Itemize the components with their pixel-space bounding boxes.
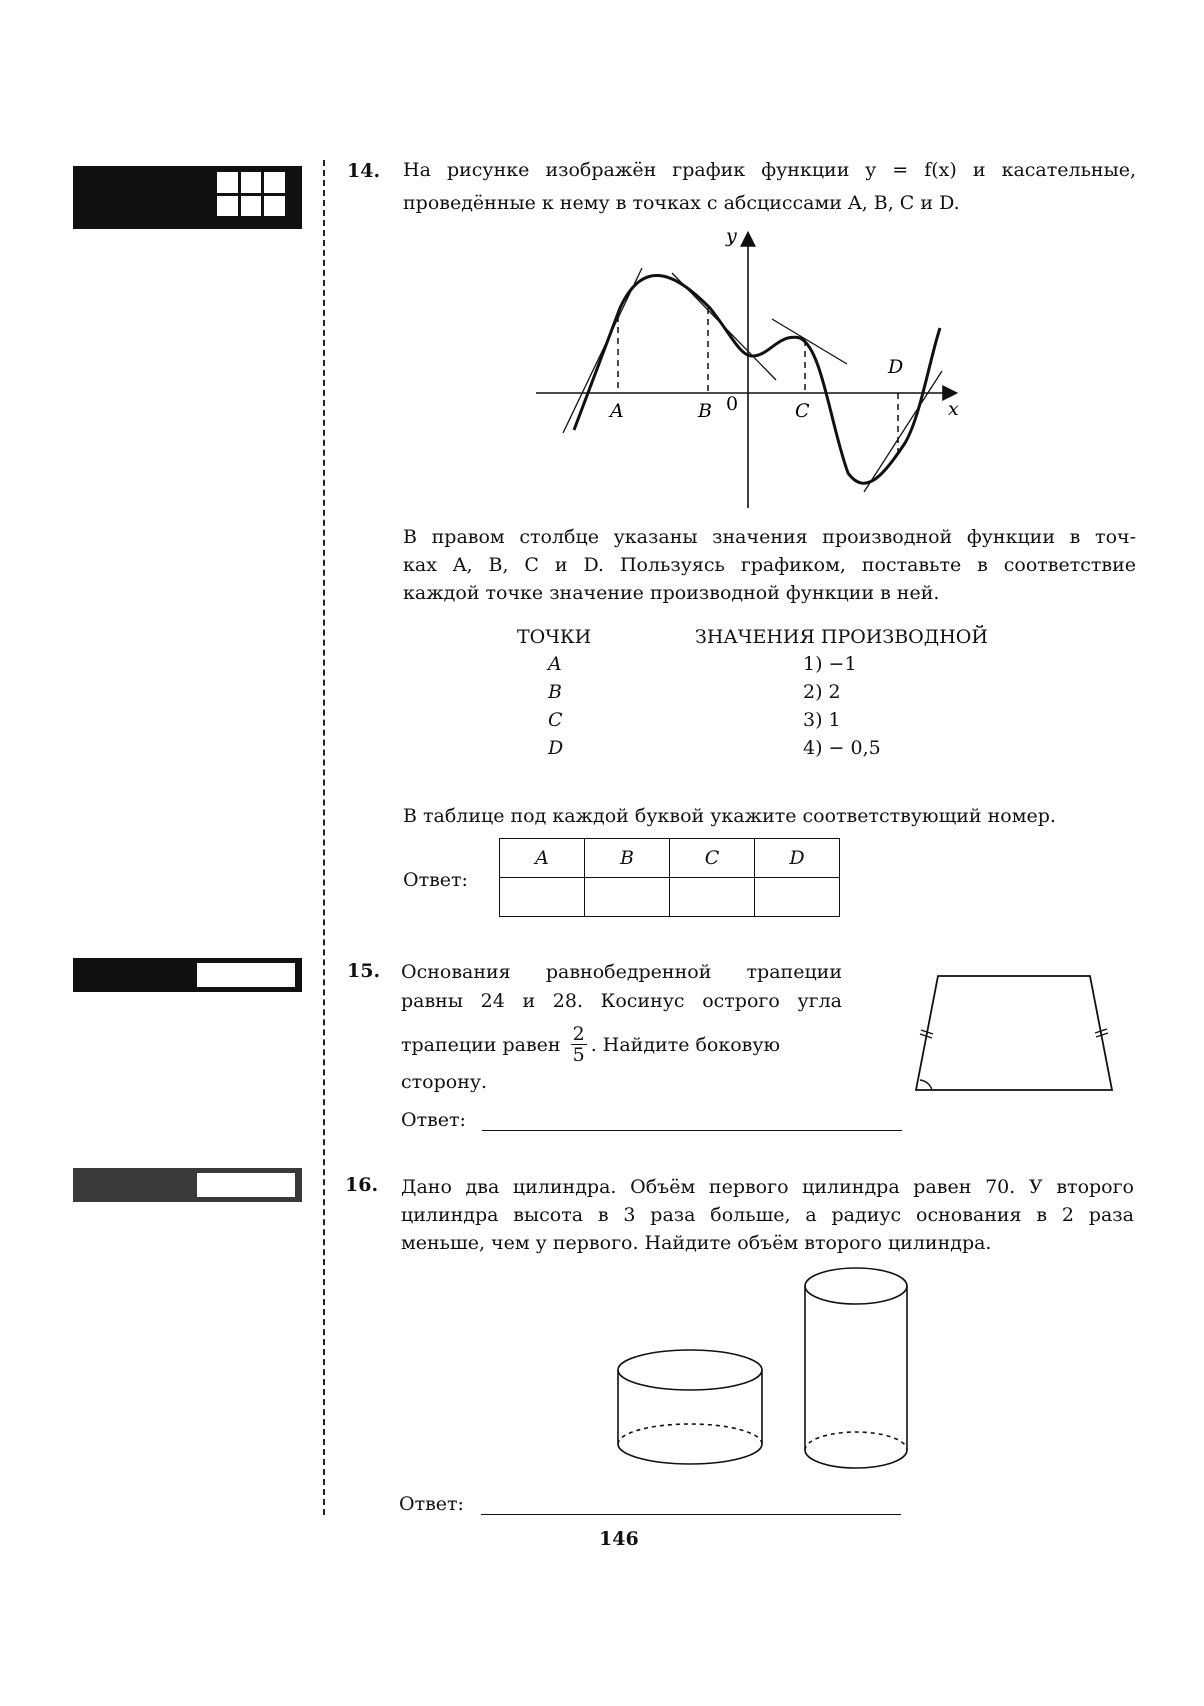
graph-point-b-label: B [698,400,712,422]
question-15-line3 [401,1024,842,1065]
answer-box-15 [73,958,302,992]
answer-table [499,838,840,917]
value-4: 4) − 0,5 [803,737,881,759]
question-16-number: 16. [345,1174,379,1196]
question-14-intro-line2: проведённые к нему в точках с абсциссами A, B, C и D. [403,192,960,214]
fraction-numerator: 2 [572,1023,585,1045]
point-a: A [548,653,562,675]
cut-line [323,160,325,1515]
equal-side-marks [920,1029,1108,1038]
page-number: 146 [599,1528,639,1550]
question-14-task-line1: В правом столбце указаны значения производной функции в точ- [403,526,1136,548]
question-15-line1: Основания равнобедренной трапеции [401,961,842,983]
question-15-number: 15. [347,960,381,982]
answer-cell-a[interactable] [500,878,585,917]
answer-slot-16[interactable] [197,1173,295,1197]
column-header-values: ЗНАЧЕНИЯ ПРОИЗВОДНОЙ [695,626,988,648]
point-c: C [548,709,563,731]
answer-grid-box [73,166,302,229]
question-14-number: 14. [347,160,381,182]
cylinders-figure [610,1262,920,1480]
point-d: D [548,737,564,759]
point-b: B [548,681,562,703]
trapezoid-figure [910,964,1122,1096]
function-graph [530,228,970,513]
value-3: 3) 1 [803,709,841,731]
graph-x-label: x [948,398,959,420]
question-16-line2: цилиндра высота в 3 раза больше, а радиус основания в 2 раза [401,1204,1134,1226]
graph-point-a-label: A [610,400,624,422]
answer-table-header-row [500,839,840,878]
answer-table-input-row [500,878,840,917]
cylinder-wide [618,1350,762,1464]
question-15-line4: сторону. [401,1071,488,1093]
answer-table-header-d: D [755,839,840,878]
question-14-intro-line1: На рисунке изображён график функции y = f(x) и касательные, [403,159,1136,181]
function-curve [574,275,940,483]
acute-angle-arc [920,1080,932,1090]
tangent-c [772,319,847,364]
fraction-denominator: 5 [572,1044,585,1066]
graph-origin-label: 0 [726,393,739,415]
answer-table-header-b: B [585,839,670,878]
question-15-answer-label: Ответ: [401,1109,466,1131]
question-16-answer-label: Ответ: [399,1493,464,1515]
answer-table-header-a: A [500,839,585,878]
question-15-line3-b: . Найдите боковую [590,1033,781,1056]
tangent-b [672,273,776,380]
table-instruction: В таблице под каждой буквой укажите соответствующий номер. [403,805,1056,827]
answer-slot-15[interactable] [197,963,295,987]
value-2: 2) 2 [803,681,841,703]
question-16-answer-line[interactable] [481,1514,901,1515]
tangent-a [563,268,642,433]
question-16-line3: меньше, чем у первого. Найдите объём второго цилиндра. [401,1232,992,1254]
question-14-answer-label: Ответ: [403,869,468,891]
question-14-task-line3: каждой точке значение производной функции в ней. [403,582,940,604]
graph-y-label: y [726,228,737,247]
value-1: 1) −1 [803,653,857,675]
column-header-points: ТОЧКИ [517,626,592,648]
question-14-task-line2: ках A, B, C и D. Пользуясь графиком, поставьте в соответствие [403,554,1136,576]
cylinder-tall [805,1268,907,1468]
answer-cell-d[interactable] [755,878,840,917]
trapezoid [916,976,1112,1090]
question-15-line3-a: трапеции равен [401,1033,561,1056]
graph-point-c-label: C [795,400,810,422]
graph-point-d-label: D [888,356,904,378]
tangent-d [864,371,942,492]
answer-cell-c[interactable] [670,878,755,917]
fraction-two-fifths [571,1024,587,1065]
answer-box-16 [73,1168,302,1202]
question-16-line1: Дано два цилиндра. Объём первого цилиндра равен 70. У второго [401,1176,1134,1198]
answer-table-header-c: C [670,839,755,878]
answer-grid-cells [217,172,285,216]
answer-cell-b[interactable] [585,878,670,917]
question-15-line2: равны 24 и 28. Косинус острого угла [401,990,842,1012]
question-15-answer-line[interactable] [482,1130,902,1131]
